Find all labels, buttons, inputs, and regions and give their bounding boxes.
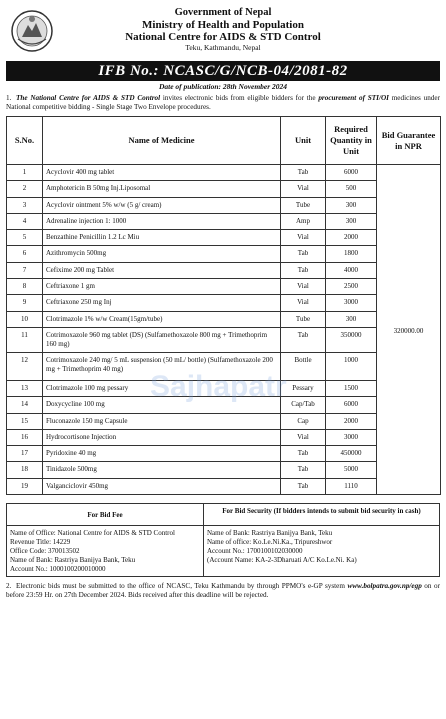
cell-quantity: 300	[326, 213, 377, 229]
cell-medicine-name: Acyclovir ointment 5% w/w (5 g/ cream)	[43, 197, 281, 213]
table-row	[7, 429, 441, 445]
cell-sno: 13	[7, 380, 43, 396]
table-row	[7, 213, 441, 229]
publication-date: Date of publication: 28th November 2024	[158, 82, 288, 91]
cell-sno: 16	[7, 429, 43, 445]
cell-quantity: 3000	[326, 295, 377, 311]
cell-medicine-name: Tinidazole 500mg	[43, 462, 281, 478]
cell-medicine-name: Cotrimoxazole 240 mg/ 5 mL suspension (50 mL/ bottle) (Sulfamethoxazole 200 mg + Trimethoprim 40 mg)	[43, 352, 281, 380]
cell-medicine-name: Fluconazole 150 mg Capsule	[43, 413, 281, 429]
cell-unit: Tab	[281, 446, 326, 462]
table-row	[7, 230, 441, 246]
cell-medicine-name: Cefixime 200 mg Tablet	[43, 262, 281, 278]
gov-title: Government of Nepal	[174, 7, 272, 18]
table-row	[7, 397, 441, 413]
cell-unit: Cap	[281, 413, 326, 429]
bid-fee-office-code: Office Code: 370013502	[10, 547, 80, 556]
watermark: Sajhapatr	[150, 370, 287, 403]
cell-unit: Tab	[281, 462, 326, 478]
cell-medicine-name: Hydrocortisone Injection	[43, 429, 281, 445]
cell-quantity: 1000	[326, 352, 377, 380]
note-text1: Electronic bids must be submitted to the office of NCASC, Teku Kathmandu by through PPMO's e-GP system	[16, 582, 348, 591]
cell-quantity: 2000	[326, 413, 377, 429]
cell-sno: 14	[7, 397, 43, 413]
cell-medicine-name: Ceftriaxone 250 mg Inj	[43, 295, 281, 311]
cell-quantity: 5000	[326, 462, 377, 478]
bid-fee-section	[7, 504, 204, 576]
table-row	[7, 380, 441, 396]
table-row	[7, 165, 441, 181]
cell-unit: Tab	[281, 165, 326, 181]
cell-sno: 1	[7, 165, 43, 181]
egp-link[interactable]: www.bolpatra.gov.np/egp	[347, 582, 422, 591]
cell-medicine-name: Acyclovir 400 mg tablet	[43, 165, 281, 181]
cell-quantity: 3000	[326, 429, 377, 445]
cell-medicine-name: Amphotericin B 50mg Inj.Liposomal	[43, 181, 281, 197]
intro-number: 1.	[6, 94, 12, 102]
bid-fee-account: Account No.: 1000100200010000	[10, 565, 106, 574]
bid-fee-revenue: Revenue Title: 14229	[10, 538, 71, 547]
intro-org: The National Centre for AIDS & STD Control	[16, 94, 161, 102]
cell-unit: Amp	[281, 213, 326, 229]
bid-security-office: Name of office: Ko.Le.Ni.Ka., Tripureshwor	[207, 538, 333, 547]
cell-unit: Bottle	[281, 352, 326, 380]
cell-quantity: 1800	[326, 246, 377, 262]
table-header-row	[7, 117, 441, 165]
cell-sno: 10	[7, 311, 43, 327]
cell-unit: Tab	[281, 478, 326, 494]
bid-security-account-name: (Account Name: KA-2-3Dharuati A/C Ko.Le.Ni. Ka)	[207, 556, 357, 565]
cell-unit: Vial	[281, 295, 326, 311]
table-row	[7, 352, 441, 380]
header-bid-guarantee: Bid Guarantee in NPR	[377, 117, 441, 165]
cell-quantity: 350000	[326, 327, 377, 352]
cell-unit: Vial	[281, 279, 326, 295]
intro-text2: medicines under National competitive bidding - Single Stage Two Envelope procedures.	[6, 94, 440, 111]
cell-medicine-name: Cotrimoxazole 960 mg tablet (DS) (Sulfamethoxazole 800 mg + Trimethoprim 160 mg)	[43, 327, 281, 352]
cell-medicine-name: Clotrimazole 100 mg pessary	[43, 380, 281, 396]
cell-sno: 11	[7, 327, 43, 352]
cell-sno: 9	[7, 295, 43, 311]
payment-details	[6, 503, 440, 577]
cell-quantity: 1110	[326, 478, 377, 494]
bid-security-bank: Name of Bank: Rastriya Banijya Bank, Teku	[207, 529, 333, 538]
cell-sno: 12	[7, 352, 43, 380]
cell-quantity: 300	[326, 197, 377, 213]
table-body	[7, 165, 441, 495]
cell-unit: Tab	[281, 262, 326, 278]
cell-quantity: 6000	[326, 165, 377, 181]
header-name: Name of Medicine	[43, 117, 281, 165]
bid-security-title: For Bid Security (If bidders intends to submit bid security in cash)	[204, 504, 439, 526]
cell-medicine-name: Adrenaline injection 1: 1000	[43, 213, 281, 229]
cell-bid-guarantee: 320000.00	[377, 165, 441, 495]
table-row	[7, 262, 441, 278]
header-unit: Unit	[281, 117, 326, 165]
cell-medicine-name: Azithromycin 500mg	[43, 246, 281, 262]
ministry-title: Ministry of Health and Population	[142, 19, 304, 31]
intro-text1: invites electronic bids from eligible bidders for the	[160, 94, 319, 102]
cell-sno: 19	[7, 478, 43, 494]
note-text2: on or before 23:59 Hr. on 27th December 2024. Bids received after this deadline will be rejected.	[6, 582, 440, 600]
cell-medicine-name: Valganciclovir 450mg	[43, 478, 281, 494]
address: Teku, Kathmandu, Nepal	[185, 43, 261, 52]
cell-quantity: 450000	[326, 446, 377, 462]
table-row	[7, 446, 441, 462]
cell-sno: 15	[7, 413, 43, 429]
intro-paragraph	[6, 94, 440, 112]
bid-security-account: Account No.: 1700100102030000	[207, 547, 303, 556]
cell-unit: Pessary	[281, 380, 326, 396]
table-row	[7, 246, 441, 262]
cell-unit: Cap/Tab	[281, 397, 326, 413]
bid-fee-bank: Name of Bank: Rastriya Banijya Bank, Teku	[10, 556, 136, 565]
cell-quantity: 2500	[326, 279, 377, 295]
header-quantity: Required Quantity in Unit	[326, 117, 377, 165]
cell-quantity: 2000	[326, 230, 377, 246]
cell-sno: 7	[7, 262, 43, 278]
cell-sno: 6	[7, 246, 43, 262]
cell-sno: 2	[7, 181, 43, 197]
table-row	[7, 311, 441, 327]
cell-unit: Tab	[281, 327, 326, 352]
bid-security-section	[204, 504, 439, 576]
cell-sno: 18	[7, 462, 43, 478]
cell-quantity: 300	[326, 311, 377, 327]
header-sno: S.No.	[7, 117, 43, 165]
table-row	[7, 279, 441, 295]
submission-note	[6, 582, 440, 600]
centre-title: National Centre for AIDS & STD Control	[125, 31, 321, 43]
cell-unit: Tube	[281, 311, 326, 327]
ifb-number: IFB No.: NCASC/G/NCB-04/2081-82	[6, 61, 440, 81]
cell-medicine-name: Doxycycline 100 mg	[43, 397, 281, 413]
notice-header	[6, 7, 440, 59]
government-emblem-icon	[10, 9, 54, 53]
cell-quantity: 1500	[326, 380, 377, 396]
table-row	[7, 181, 441, 197]
cell-quantity: 6000	[326, 397, 377, 413]
table-row	[7, 295, 441, 311]
cell-unit: Tab	[281, 246, 326, 262]
table-row	[7, 413, 441, 429]
cell-sno: 5	[7, 230, 43, 246]
table-row	[7, 478, 441, 494]
table-row	[7, 462, 441, 478]
cell-sno: 4	[7, 213, 43, 229]
medicine-table	[6, 116, 441, 495]
cell-medicine-name: Ceftriaxone 1 gm	[43, 279, 281, 295]
cell-medicine-name: Clotrimazole 1% w/w Cream(15gm/tube)	[43, 311, 281, 327]
intro-procurement: procurement of STI/OI	[318, 94, 389, 102]
cell-medicine-name: Benzathine Penicillin 1.2 Lc Miu	[43, 230, 281, 246]
bid-fee-title: For Bid Fee	[7, 504, 203, 526]
cell-unit: Tube	[281, 197, 326, 213]
note-number: 2.	[6, 582, 12, 591]
cell-sno: 3	[7, 197, 43, 213]
cell-unit: Vial	[281, 230, 326, 246]
cell-sno: 17	[7, 446, 43, 462]
table-row	[7, 197, 441, 213]
cell-quantity: 500	[326, 181, 377, 197]
cell-sno: 8	[7, 279, 43, 295]
bid-fee-office: Name of Office: National Centre for AIDS & STD Control	[10, 529, 175, 538]
cell-unit: Vial	[281, 181, 326, 197]
table-row	[7, 327, 441, 352]
cell-medicine-name: Pyridoxine 40 mg	[43, 446, 281, 462]
cell-quantity: 4000	[326, 262, 377, 278]
cell-unit: Vial	[281, 429, 326, 445]
